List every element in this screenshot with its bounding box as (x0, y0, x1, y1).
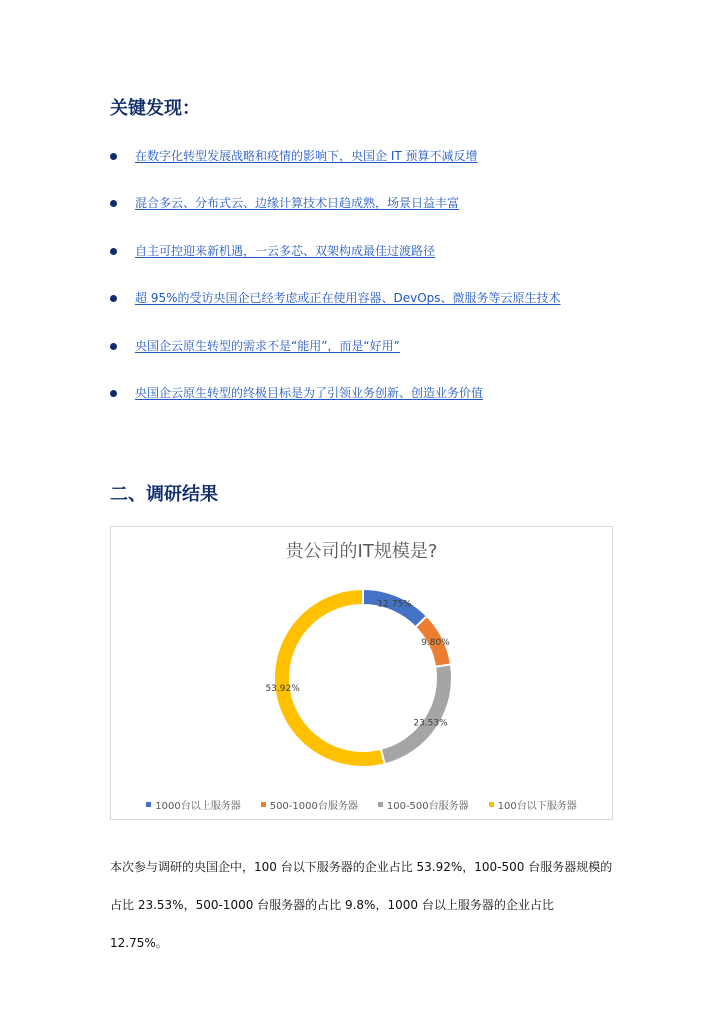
list-item (110, 336, 670, 383)
it-scale-donut-chart (110, 526, 613, 820)
bullet-icon (110, 390, 117, 397)
legend-swatch (146, 802, 151, 807)
finding-link-2[interactable]: 混合多云、分布式云、边缘计算技术日趋成熟，场景日益丰富 (135, 196, 460, 211)
finding-link-3[interactable]: 自主可控迎来新机遇，一云多芯、双架构成最佳过渡路径 (135, 243, 436, 258)
legend-item-3 (378, 797, 469, 812)
data-label-4: 53.92% (265, 683, 300, 694)
key-findings-list (110, 146, 670, 430)
finding-link-6[interactable]: 央国企云原生转型的终极目标是为了引领业务创新、创造业务价值 (135, 385, 484, 400)
bullet-icon (110, 153, 117, 160)
finding-link-4[interactable]: 超 95%的受访央国企已经考虑或正在使用容器、DevOps、微服务等云原生技术 (135, 291, 561, 306)
key-findings-heading: 关键发现： (110, 98, 200, 119)
bullet-icon (110, 200, 117, 207)
legend-item-1 (146, 797, 240, 812)
donut-slice-4 (274, 589, 385, 767)
data-label-3: 23.53% (413, 718, 448, 729)
chart-legend (111, 797, 612, 812)
chart-title: 贵公司的IT规模是? (285, 541, 438, 562)
bullet-icon (110, 248, 117, 255)
legend-label: 100台以下服务器 (497, 801, 577, 812)
list-item (110, 383, 670, 430)
list-item (110, 288, 670, 335)
list-item (110, 193, 670, 240)
legend-label: 500-1000台服务器 (269, 801, 358, 812)
legend-swatch (489, 802, 494, 807)
legend-swatch (378, 802, 383, 807)
legend-label: 100-500台服务器 (386, 801, 469, 812)
donut-slice-3 (381, 664, 452, 764)
legend-item-2 (261, 797, 358, 812)
finding-link-5[interactable]: 央国企云原生转型的需求不是“能用”，而是“好用” (135, 338, 400, 353)
finding-link-1[interactable]: 在数字化转型发展战略和疫情的影响下，央国企 IT 预算不减反增 (135, 149, 478, 163)
legend-label: 1000台以上服务器 (155, 801, 241, 812)
legend-swatch (261, 802, 266, 807)
donut-chart-svg (111, 527, 614, 821)
results-summary-paragraph: 本次参与调研的央国企中，100 台以下服务器的企业占比 53.92%，100-500 台服务器规模的占比 23.53%，500-1000 台服务器的占比 9.8%，1000 台以上服务器的企业占比 12.75%。 (110, 860, 613, 950)
bullet-icon (110, 343, 117, 350)
list-item (110, 146, 670, 193)
legend-item-4 (489, 797, 577, 812)
data-label-1: 12.75% (377, 599, 412, 610)
survey-results-heading: 二、调研结果 (110, 484, 218, 505)
list-item (110, 241, 670, 288)
data-label-2: 9.80% (421, 637, 450, 648)
bullet-icon (110, 295, 117, 302)
